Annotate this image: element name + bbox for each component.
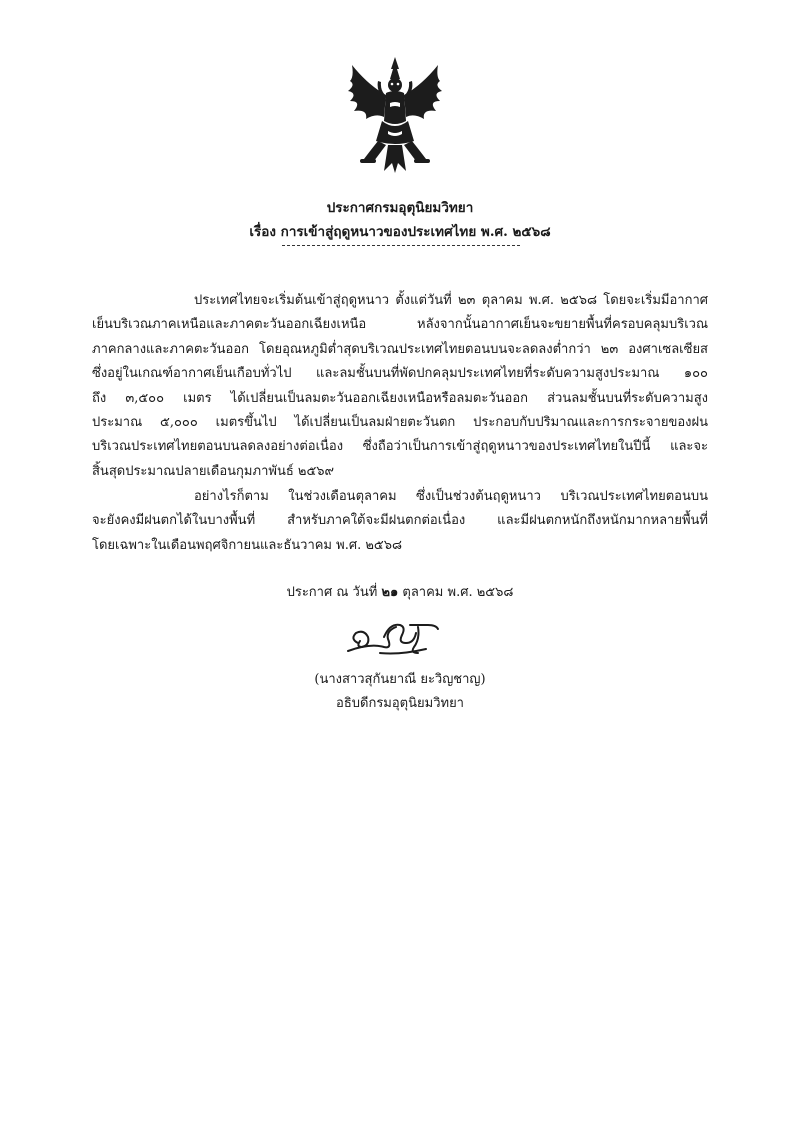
paragraph-line: ถึง ๓,๕๐๐ เมตร ได้เปลี่ยนเป็นลมตะวันออกเฉียงเหนือหรือลมตะวันออก ส่วนลมชั้นบนที่ระดับความสูง: [92, 390, 708, 406]
paragraph-line: โดยเฉพาะในเดือนพฤศจิกายนและธันวาคม พ.ศ. ๒๕๖๘: [92, 537, 403, 553]
garuda-emblem-icon: [340, 55, 450, 175]
paragraph-line: ประเทศไทยจะเริ่มต้นเข้าสู่ฤดูหนาว ตั้งแต่วันที่ ๒๓ ตุลาคม พ.ศ. ๒๕๖๘ โดยจะเริ่มมีอากาศ: [194, 293, 708, 308]
announcement-subject: เรื่อง การเข้าสู่ฤดูหนาวของประเทศไทย พ.ศ. ๒๕๖๘: [249, 224, 551, 240]
paragraph-line: ประมาณ ๕,๐๐๐ เมตรขึ้นไป ได้เปลี่ยนเป็นลมฝ่ายตะวันตก ประกอบกับปริมาณและการกระจายของฝน: [92, 414, 708, 430]
signer-position: อธิบดีกรมอุตุนิยมวิทยา: [336, 696, 464, 711]
paragraph-line: อย่างไรก็ตาม ในช่วงเดือนตุลาคม ซึ่งเป็นช่วงต้นฤดูหนาว บริเวณประเทศไทยตอนบน: [194, 489, 708, 504]
body-paragraph-1: [92, 289, 708, 484]
title-separator: [282, 245, 520, 246]
paragraph-line: ภาคกลางและภาคตะวันออก โดยอุณหภูมิต่ำสุดบริเวณประเทศไทยตอนบนจะลดลงต่ำกว่า ๒๓ องศาเซลเซียส: [92, 341, 708, 357]
body-paragraph-2: [92, 485, 708, 558]
paragraph-line: สิ้นสุดประมาณปลายเดือนกุมภาพันธ์ ๒๕๖๙: [92, 463, 335, 479]
announce-day: ๒๑: [381, 585, 399, 600]
announcement-date: [0, 581, 800, 602]
paragraph-line: ซึ่งอยู่ในเกณฑ์อากาศเย็นเกือบทั่วไป และลมชั้นบนที่พัดปกคลุมประเทศไทยที่ระดับความสูงประมาณ ๑๐๐: [92, 366, 708, 382]
signer-name: (นางสาวสุกันยาณี ยะวิญชาญ): [314, 672, 486, 687]
announce-prefix: ประกาศ ณ วันที่: [286, 585, 382, 600]
paragraph-line: บริเวณประเทศไทยตอนบนลดลงอย่างต่อเนื่อง ซึ่งถือว่าเป็นการเข้าสู่ฤดูหนาวของประเทศไทยในปีนี้ และจะ: [92, 439, 708, 455]
announcement-title: ประกาศกรมอุตุนิยมวิทยา: [326, 200, 474, 216]
announce-suffix: ตุลาคม พ.ศ. ๒๕๖๘: [398, 585, 514, 600]
handwritten-signature: [340, 613, 450, 661]
paragraph-line: จะยังคงมีฝนตกได้ในบางพื้นที่ สำหรับภาคใต้จะมีฝนตกต่อเนื่อง และมีฝนตกหนักถึงหนักมากหลายพื้นที่: [92, 513, 708, 529]
paragraph-line: เย็นบริเวณภาคเหนือและภาคตะวันออกเฉียงเหนือ หลังจากนั้นอากาศเย็นจะขยายพื้นที่ครอบคลุมบริเวณ: [92, 317, 708, 333]
